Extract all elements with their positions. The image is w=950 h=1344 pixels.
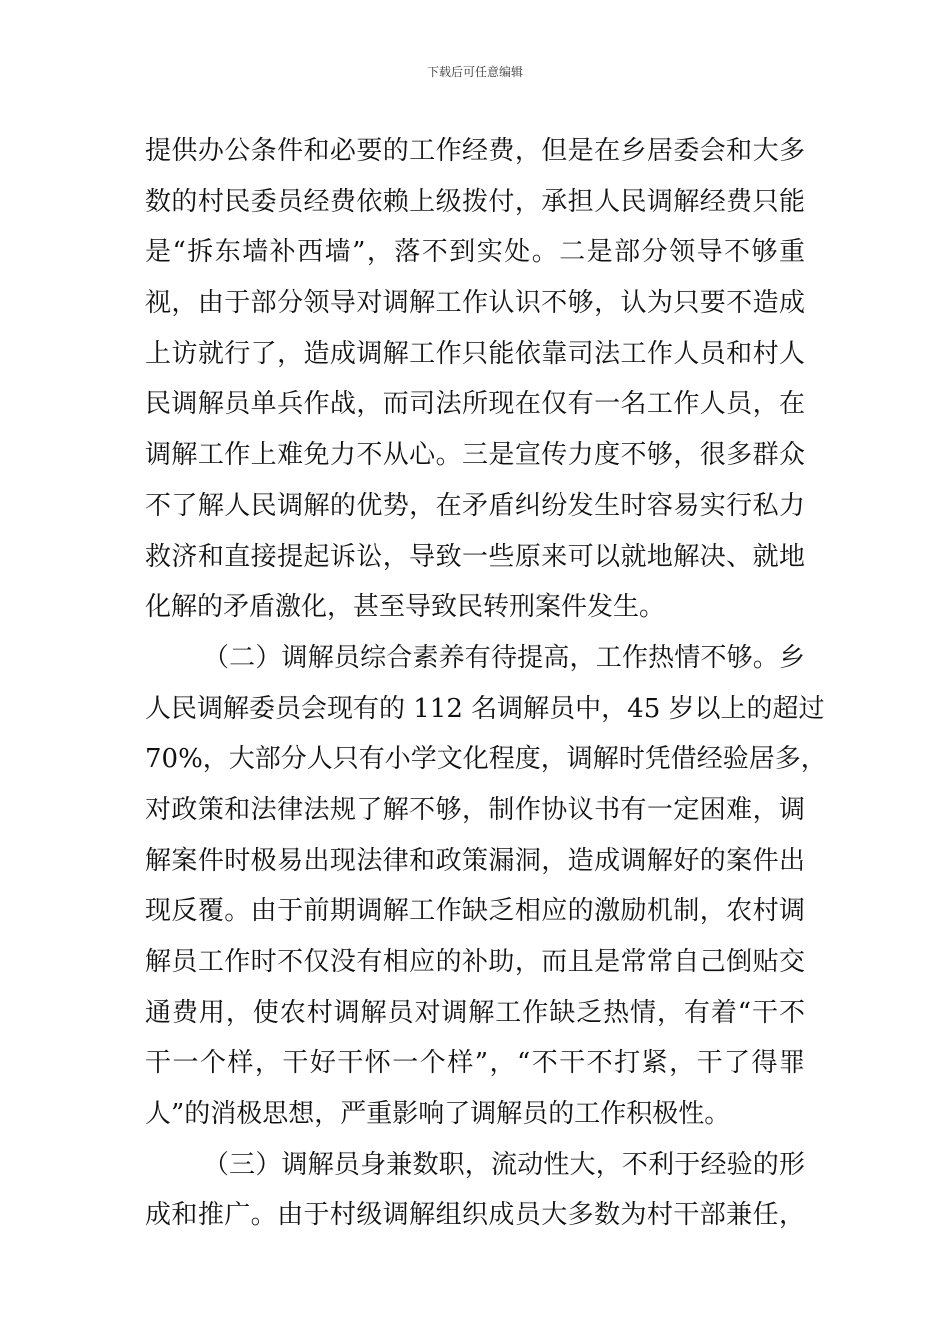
text-line: 是“拆东墙补西墙”，落不到实处。二是部分领导不够重 [145,237,805,268]
text-line: 现反覆。由于前期调解工作缺乏相应的激励机制，农村调 [145,896,805,927]
text-line: 调解工作上难免力不从心。三是宣传力度不够，很多群众 [145,440,805,471]
text-line: 解案件时极易出现法律和政策漏洞，造成调解好的案件出 [145,845,805,876]
text-line: 民调解员单兵作战，而司法所现在仅有一名工作人员，在 [145,389,805,420]
text-line: 人”的消极思想，严重影响了调解员的工作积极性。 [145,1099,731,1130]
body-text [145,126,827,1241]
text-line: 干一个样，干好干怀一个样”，“不干不打紧，干了得罪 [145,1048,805,1079]
text-line: 不了解人民调解的优势，在矛盾纠纷发生时容易实行私力 [145,490,805,521]
text-line: 数的村民委员经费依赖上级拨付，承担人民调解经费只能 [145,186,805,217]
text-line: 对政策和法律法规了解不够，制作协议书有一定困难，调 [145,794,805,825]
text-line: 上访就行了，造成调解工作只能依靠司法工作人员和村人 [145,338,805,369]
text-line: 化解的矛盾激化，甚至导致民转刑案件发生。 [145,592,666,623]
text-line: 通费用，使农村调解员对调解工作缺乏热情，有着“干不 [145,997,805,1028]
text-line: （二）调解员综合素养有待提高，工作热情不够。乡 [203,642,805,673]
text-line: 人民调解委员会现有的 112 名调解员中，45 岁以上的超过 [145,693,825,724]
page-header: 下载后可任意编辑 [426,65,523,79]
text-line: 视，由于部分领导对调解工作认识不够，认为只要不造成 [145,288,805,319]
text-line: （三）调解员身兼数职，流动性大，不利于经验的形 [203,1149,805,1180]
text-line: 提供办公条件和必要的工作经费，但是在乡居委会和大多 [145,136,805,166]
text-line: 解员工作时不仅没有相应的补助，而且是常常自己倒贴交 [145,947,805,977]
text-line: 70%，大部分人只有小学文化程度，调解时凭借经验居多， [145,744,827,775]
text-line: 救济和直接提起诉讼，导致一些原来可以就地解决、就地 [145,541,805,572]
text-line: 成和推广。由于村级调解组织成员大多数为村干部兼任， [145,1200,805,1231]
